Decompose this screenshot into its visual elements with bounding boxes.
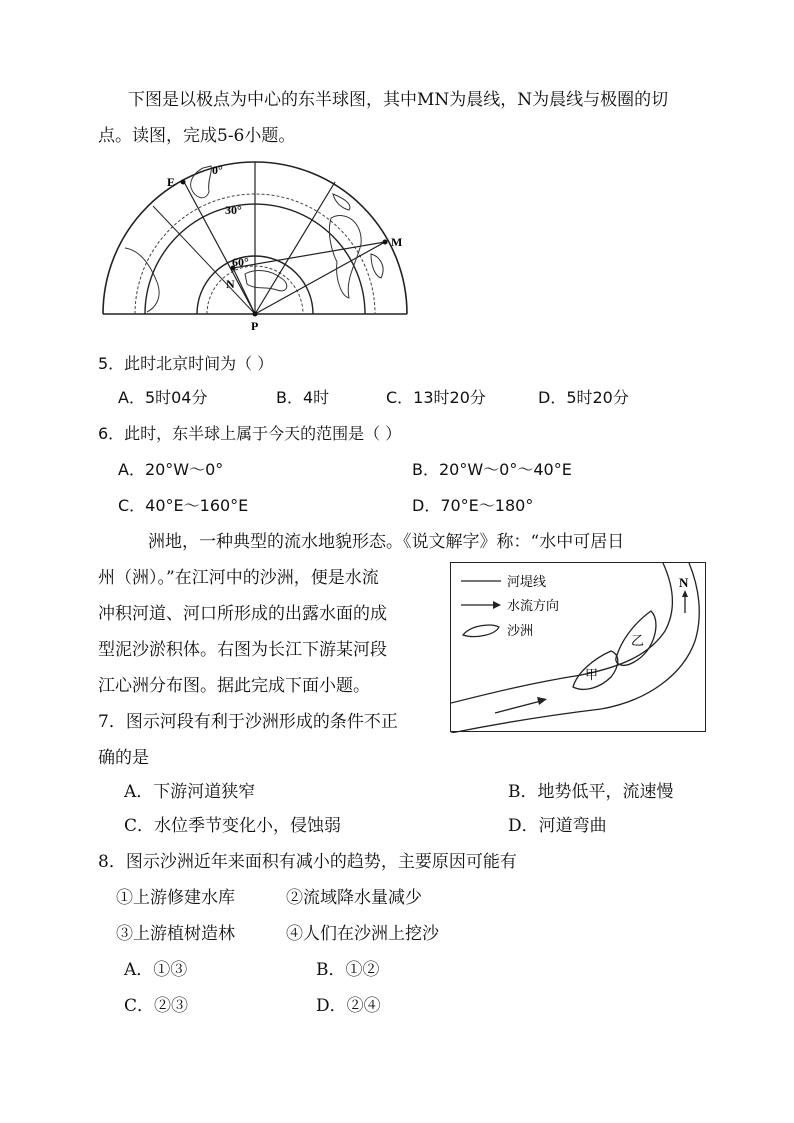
label-p: P (251, 319, 259, 333)
legend-flow-arrowhead (493, 601, 501, 609)
intro-line-1: 下图是以极点为中心的东半球图，其中MN为晨线，N为晨线与极圈的切 (128, 90, 669, 110)
label-n: N (226, 277, 235, 291)
legend-flow-label: 水流方向 (507, 598, 560, 613)
intro2-line-3: 冲积河道、河口所形成的出露水面的成 (98, 604, 387, 624)
legend-sandbar-label: 沙洲 (507, 623, 534, 638)
q8-choice-4: ④人们在沙洲上挖沙 (286, 924, 439, 944)
q8-stem: 8．图示沙洲近年来面积有减小的趋势，主要原因可能有 (98, 852, 517, 872)
label-0: 0° (212, 163, 223, 177)
q6-option-c: C．40°E～160°E (118, 496, 249, 515)
continent-africa-coast (125, 248, 159, 312)
q5-option-b: B．4时 (276, 388, 330, 407)
q8-option-c: C．②③ (124, 996, 189, 1016)
river-map-figure (450, 562, 706, 732)
north-arrowhead (682, 590, 688, 597)
legend-sandbar-shape (463, 625, 499, 637)
intro2-line-1: 洲地，一种典型的流水地貌形态。《说文解字》称：“水中可居日 (148, 532, 625, 552)
q7-option-c: C．水位季节变化小，侵蚀弱 (124, 816, 342, 836)
q6-option-d: D．70°E～180° (412, 496, 534, 515)
intro2-line-4: 型泥沙淤积体。右图为长江下游某河段 (98, 640, 387, 660)
point-e (181, 180, 186, 185)
line-pn (233, 268, 255, 314)
legend-levee-label: 河堤线 (507, 574, 547, 589)
q8-choice-3: ③上游植树造林 (116, 924, 235, 944)
meridian-e (183, 180, 255, 314)
north-label: N (679, 575, 689, 590)
continent-islands (371, 254, 383, 278)
flow-arrow-line (495, 701, 541, 713)
q7-option-d: D．河道弯曲 (508, 816, 607, 836)
q6-option-b: B．20°W～0°～40°E (412, 460, 572, 479)
q7-option-b: B．地势低平，流速慢 (508, 782, 674, 802)
meridian-east2 (255, 182, 335, 314)
intro2-line-2: 州（洲）。”在江河中的沙洲，便是水流 (98, 568, 379, 588)
q7-option-a: A．下游河道狭窄 (124, 782, 256, 802)
label-m: M (391, 235, 403, 249)
label-yi: 乙 (631, 633, 645, 648)
continent-europe (191, 166, 212, 198)
label-jia: 甲 (585, 667, 599, 682)
label-e: E (167, 175, 176, 189)
flow-arrowhead (537, 697, 547, 705)
intro2-line-5: 江心洲分布图。据此完成下面小题。 (98, 676, 370, 696)
label-60: 60° (232, 255, 249, 269)
point-m (383, 240, 388, 245)
q6-option-a: A．20°W～0° (118, 460, 224, 479)
q8-option-d: D．②④ (316, 996, 381, 1016)
continent-north (333, 194, 350, 210)
q5-option-c: C．13时20分 (386, 388, 486, 407)
q5-stem: 5．此时北京时间为（ ） (98, 354, 274, 373)
q5-option-d: D．5时20分 (538, 388, 629, 407)
q8-option-a: A．①③ (124, 960, 188, 980)
label-30: 30° (225, 203, 242, 217)
q8-choice-1: ①上游修建水库 (116, 888, 235, 908)
q5-option-a: A．5时04分 (118, 388, 208, 407)
q8-choice-2: ②流域降水量减少 (286, 888, 422, 908)
q7-stem-2: 确的是 (98, 748, 149, 768)
point-p (253, 312, 258, 317)
continent-asia (329, 216, 361, 298)
q6-stem: 6．此时，东半球上属于今天的范围是（ ） (98, 424, 402, 443)
intro-line-2: 点。读图，完成5-6小题。 (98, 126, 296, 146)
q7-stem-1: 7．图示河段有利于沙洲形成的条件不正 (98, 712, 398, 732)
hemisphere-figure (95, 158, 415, 333)
river-bank-north (451, 563, 699, 733)
q8-option-b: B．①② (316, 960, 380, 980)
